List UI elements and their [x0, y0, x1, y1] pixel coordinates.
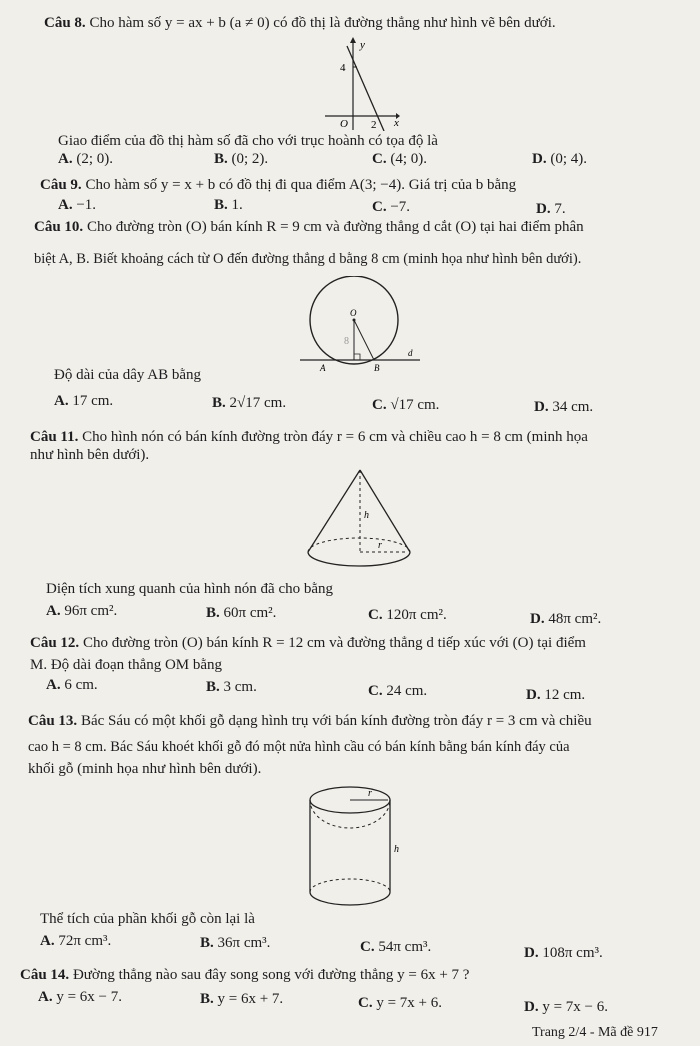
- q10-distance-label: 8: [344, 336, 349, 347]
- q13-radius-label: r: [368, 788, 372, 799]
- q13-bottom-back: [310, 879, 390, 892]
- q14-option-b: B. y = 6x + 7.: [200, 991, 284, 1007]
- q11-option-a: A. 96π cm².: [46, 603, 118, 619]
- q9-header: [40, 176, 516, 194]
- q11-label: Câu 11.: [30, 429, 79, 445]
- q11-option-d: D. 48π cm².: [530, 611, 602, 627]
- q10-point-a-label: A: [320, 363, 326, 373]
- q8-label: Câu 8.: [44, 15, 86, 31]
- q13-option-a: A. 72π cm³.: [40, 933, 112, 949]
- q13-option-d: D. 108π cm³.: [524, 945, 603, 961]
- q12-stem-line2: M. Độ dài đoạn thẳng OM bằng: [30, 657, 223, 673]
- q13-header: [28, 712, 592, 730]
- q12-header: [30, 634, 586, 652]
- q10-question: Độ dài của dây AB bằng: [54, 367, 202, 383]
- q8-line-graph: [320, 36, 400, 131]
- q14-label: Câu 14.: [20, 967, 70, 983]
- q11-option-c: C. 120π cm².: [368, 607, 447, 623]
- q10-right-angle-mark: [354, 354, 360, 360]
- q14-option-a: A. y = 6x − 7.: [38, 989, 123, 1005]
- page-footer: Trang 2/4 - Mã đề 917: [532, 1025, 658, 1040]
- q10-option-c: C. √17 cm.: [372, 397, 440, 413]
- q12-option-a: A. 6 cm.: [46, 677, 98, 693]
- q9-option-b: B. 1.: [214, 197, 243, 213]
- q12-option-b: B. 3 cm.: [206, 679, 257, 695]
- q8-y-tick-label: 4: [340, 62, 346, 74]
- q8-y-arrow: [350, 37, 356, 43]
- q13-option-b: B. 36π cm³.: [200, 935, 271, 951]
- q9-label: Câu 9.: [40, 177, 82, 193]
- q10-stem-line1: Cho đường tròn (O) bán kính R = 9 cm và đường thẳng d cắt (O) tại hai điểm phân: [86, 219, 584, 235]
- q10-center-label: O: [350, 308, 357, 318]
- q14-option-d: D. y = 7x − 6.: [524, 999, 609, 1015]
- q9-option-d: D. 7.: [536, 201, 566, 217]
- q11-header: [30, 428, 588, 446]
- q10-label: Câu 10.: [34, 219, 84, 235]
- q13-height-label: h: [394, 844, 399, 855]
- q9-option-a: A. −1.: [58, 197, 97, 213]
- q12-label: Câu 12.: [30, 635, 80, 651]
- q8-x-label: x: [394, 117, 399, 129]
- q12-stem-line1: Cho đường tròn (O) bán kính R = 12 cm và đường thẳng d tiếp xúc với (O) tại điểm: [82, 635, 586, 651]
- q11-radius-label: r: [378, 540, 382, 551]
- q13-stem-line2: cao h = 8 cm. Bác Sáu khoét khối gỗ đó một nửa hình cầu có bán kính bằng bán kính đáy của: [28, 739, 570, 755]
- q8-option-b: B. (0; 2).: [214, 151, 269, 167]
- q10-stem-line2: biệt A, B. Biết khoảng cách từ O đến đường thẳng d bằng 8 cm (minh họa như hình bên dưới).: [34, 251, 582, 267]
- q10-line-d-label: d: [408, 348, 413, 358]
- q8-question: Giao điểm của đồ thị hàm số đã cho với trục hoành có tọa độ là: [58, 133, 438, 149]
- q12-option-d: D. 12 cm.: [526, 687, 586, 703]
- q8-x-tick-label: 2: [371, 119, 377, 131]
- q10-center-dot: [353, 319, 356, 322]
- q13-stem-line1: Bác Sáu có một khối gỗ dạng hình trụ với bán kính đường tròn đáy r = 3 cm và chiều: [80, 713, 592, 729]
- q8-y-label: y: [360, 39, 365, 51]
- q9-option-c: C. −7.: [372, 199, 411, 215]
- q11-stem-line1: Cho hình nón có bán kính đường tròn đáy r = 6 cm và chiều cao h = 8 cm (minh họa: [82, 429, 588, 445]
- q13-question: Thể tích của phần khối gỗ còn lại là: [40, 911, 255, 927]
- q12-option-c: C. 24 cm.: [368, 683, 428, 699]
- q8-option-a: A. (2; 0).: [58, 151, 114, 167]
- q11-base-front: [308, 552, 410, 566]
- q10-circle-figure: [296, 276, 426, 376]
- q13-hemisphere-cavity: [310, 800, 390, 828]
- q8-origin-label: O: [340, 118, 348, 130]
- q8-stem: Cho hàm số y = ax + b (a ≠ 0) có đồ thị là đường thẳng như hình vẽ bên dưới.: [89, 15, 556, 31]
- q11-question: Diện tích xung quanh của hình nón đã cho bằng: [46, 581, 334, 597]
- q13-option-c: C. 54π cm³.: [360, 939, 432, 955]
- q9-stem: Cho hàm số y = x + b có đồ thị đi qua điểm A(3; −4). Giá trị của b bằng: [85, 177, 517, 193]
- q8-option-c: C. (4; 0).: [372, 151, 428, 167]
- q8-header: [44, 14, 556, 32]
- q14-option-c: C. y = 7x + 6.: [358, 995, 443, 1011]
- q10-option-a: A. 17 cm.: [54, 393, 114, 409]
- q8-option-d: D. (0; 4).: [532, 151, 588, 167]
- q11-height-label: h: [364, 510, 369, 521]
- q11-option-b: B. 60π cm².: [206, 605, 277, 621]
- q11-base-back: [308, 538, 410, 552]
- q13-label: Câu 13.: [28, 713, 78, 729]
- q10-option-b: B. 2√17 cm.: [212, 395, 287, 411]
- q13-cylinder-figure: [306, 780, 406, 910]
- q13-bottom-front: [310, 892, 390, 905]
- q13-stem-line3: khối gỗ (minh họa như hình bên dưới).: [28, 761, 262, 777]
- q11-stem-line2: như hình bên dưới).: [30, 447, 150, 463]
- q10-option-d: D. 34 cm.: [534, 399, 594, 415]
- q10-point-b-label: B: [374, 363, 380, 373]
- q10-header: [34, 218, 584, 236]
- q14-header: [20, 966, 469, 984]
- q14-stem: Đường thẳng nào sau đây song song với đường thẳng y = 6x + 7 ?: [72, 967, 470, 983]
- q11-cone-figure: [300, 466, 420, 578]
